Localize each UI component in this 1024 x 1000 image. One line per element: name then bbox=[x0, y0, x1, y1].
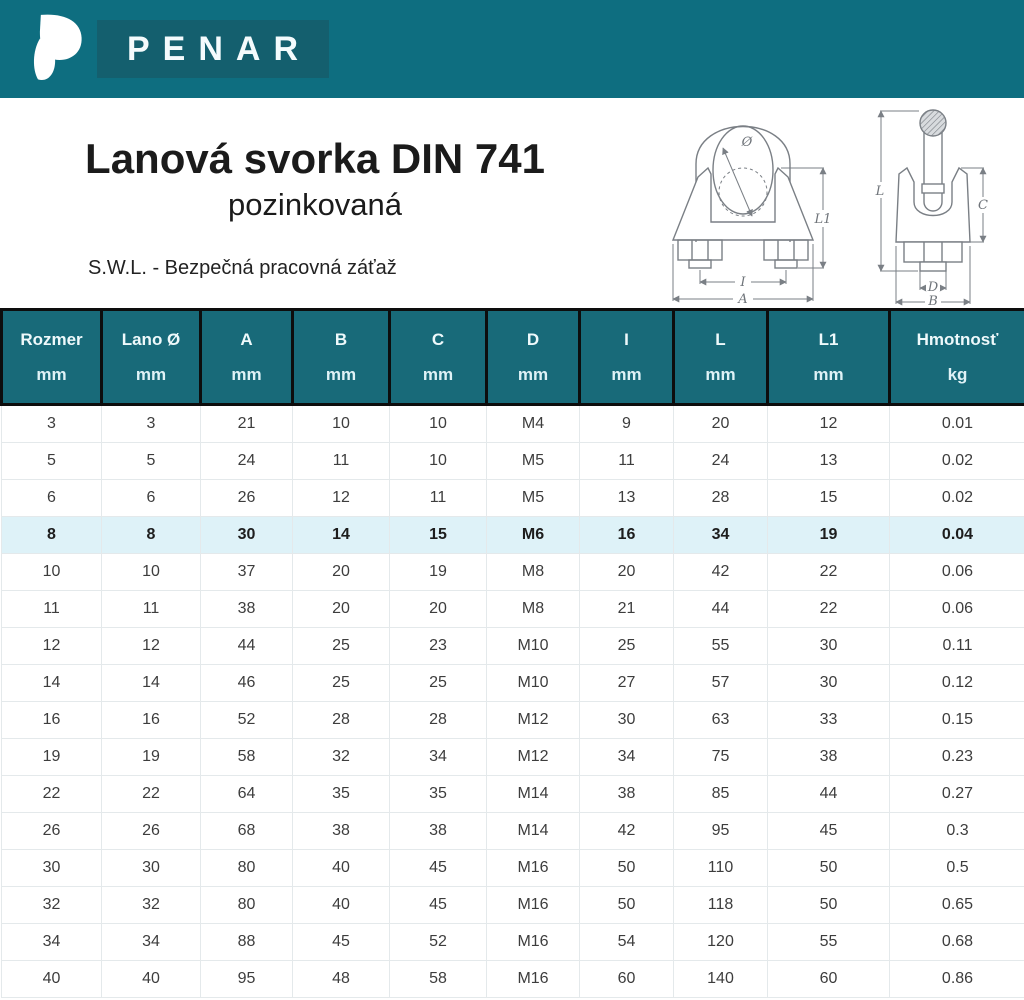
table-cell: M12 bbox=[487, 702, 580, 739]
table-cell: 58 bbox=[390, 961, 487, 998]
table-cell: M16 bbox=[487, 924, 580, 961]
table-cell: 3 bbox=[102, 405, 201, 443]
table-cell: 16 bbox=[580, 517, 674, 554]
table-cell: 44 bbox=[768, 776, 890, 813]
table-cell: 0.04 bbox=[890, 517, 1024, 554]
table-row bbox=[2, 405, 1024, 443]
table-cell: 32 bbox=[293, 739, 390, 776]
table-cell: 8 bbox=[2, 517, 102, 554]
table-cell: 34 bbox=[390, 739, 487, 776]
table-cell: 40 bbox=[293, 887, 390, 924]
table-cell: 40 bbox=[293, 850, 390, 887]
table-cell: M16 bbox=[487, 850, 580, 887]
table-cell: 35 bbox=[293, 776, 390, 813]
table-cell: M6 bbox=[487, 517, 580, 554]
table-cell: 20 bbox=[674, 405, 768, 443]
table-cell: 42 bbox=[580, 813, 674, 850]
table-cell: 38 bbox=[580, 776, 674, 813]
table-cell: 19 bbox=[768, 517, 890, 554]
table-cell: 25 bbox=[580, 628, 674, 665]
table-cell: 25 bbox=[293, 665, 390, 702]
table-cell: 10 bbox=[102, 554, 201, 591]
table-cell: 11 bbox=[2, 591, 102, 628]
table-cell: M14 bbox=[487, 813, 580, 850]
brand-name: PENAR bbox=[127, 30, 312, 68]
table-cell: 34 bbox=[674, 517, 768, 554]
table-row bbox=[2, 850, 1024, 887]
table-cell: M14 bbox=[487, 776, 580, 813]
table-cell: 26 bbox=[2, 813, 102, 850]
column-header-b: B mm bbox=[293, 310, 390, 405]
table-cell: 42 bbox=[674, 554, 768, 591]
table-cell: 140 bbox=[674, 961, 768, 998]
table-cell: 21 bbox=[580, 591, 674, 628]
table-row bbox=[2, 776, 1024, 813]
dim-label-b: B bbox=[928, 294, 938, 306]
column-header-hmotnos: Hmotnosť kg bbox=[890, 310, 1024, 405]
table-cell: M8 bbox=[487, 591, 580, 628]
table-cell: 95 bbox=[201, 961, 293, 998]
table-cell: 46 bbox=[201, 665, 293, 702]
dim-label-l1: L1 bbox=[814, 212, 832, 227]
table-cell: 11 bbox=[390, 480, 487, 517]
table-cell: 3 bbox=[2, 405, 102, 443]
table-cell: 95 bbox=[674, 813, 768, 850]
table-cell: 52 bbox=[390, 924, 487, 961]
table-row bbox=[2, 813, 1024, 850]
table-cell: 11 bbox=[102, 591, 201, 628]
table-cell: 0.86 bbox=[890, 961, 1024, 998]
table-cell: 118 bbox=[674, 887, 768, 924]
table-row bbox=[2, 739, 1024, 776]
dim-label-i: I bbox=[740, 275, 746, 290]
table-cell: 45 bbox=[390, 887, 487, 924]
table-cell: 30 bbox=[201, 517, 293, 554]
table-cell: 0.27 bbox=[890, 776, 1024, 813]
table-cell: 10 bbox=[390, 405, 487, 443]
table-cell: 20 bbox=[293, 591, 390, 628]
table-cell: 9 bbox=[580, 405, 674, 443]
table-cell: 16 bbox=[102, 702, 201, 739]
table-cell: 50 bbox=[580, 850, 674, 887]
table-cell: M10 bbox=[487, 665, 580, 702]
swl-note: S.W.L. - Bezpečná pracovná záťaž bbox=[88, 257, 397, 280]
table-cell: 80 bbox=[201, 850, 293, 887]
table-cell: 0.15 bbox=[890, 702, 1024, 739]
dim-label-diameter: Ø bbox=[741, 135, 753, 150]
table-cell: M16 bbox=[487, 961, 580, 998]
table-header-row bbox=[2, 310, 1024, 405]
table-cell: 23 bbox=[390, 628, 487, 665]
table-header bbox=[2, 310, 1024, 405]
table-cell: 25 bbox=[390, 665, 487, 702]
table-cell: 0.12 bbox=[890, 665, 1024, 702]
table-cell: 14 bbox=[293, 517, 390, 554]
table-cell: 25 bbox=[293, 628, 390, 665]
table-row bbox=[2, 665, 1024, 702]
table-cell: 0.65 bbox=[890, 887, 1024, 924]
table-cell: 0.02 bbox=[890, 443, 1024, 480]
table-cell: 58 bbox=[201, 739, 293, 776]
dim-label-d: D bbox=[927, 280, 939, 295]
table-cell: 45 bbox=[293, 924, 390, 961]
table-cell: 6 bbox=[2, 480, 102, 517]
table-cell: 5 bbox=[102, 443, 201, 480]
table-cell: 22 bbox=[768, 554, 890, 591]
table-row bbox=[2, 702, 1024, 739]
table-cell: 38 bbox=[768, 739, 890, 776]
table-cell: 13 bbox=[768, 443, 890, 480]
table-cell: 50 bbox=[768, 887, 890, 924]
table-row bbox=[2, 961, 1024, 998]
table-cell: 44 bbox=[201, 628, 293, 665]
table-cell: 33 bbox=[768, 702, 890, 739]
table-cell: 19 bbox=[2, 739, 102, 776]
table-cell: 0.06 bbox=[890, 554, 1024, 591]
table-row bbox=[2, 443, 1024, 480]
table-cell: 0.06 bbox=[890, 591, 1024, 628]
table-cell: M5 bbox=[487, 480, 580, 517]
table-row bbox=[2, 480, 1024, 517]
table-row bbox=[2, 628, 1024, 665]
table-cell: 60 bbox=[768, 961, 890, 998]
table-cell: 55 bbox=[674, 628, 768, 665]
table-cell: 5 bbox=[2, 443, 102, 480]
table-row bbox=[2, 517, 1024, 554]
column-header-rozmer: Rozmer mm bbox=[2, 310, 102, 405]
table-cell: M12 bbox=[487, 739, 580, 776]
table-cell: 22 bbox=[2, 776, 102, 813]
column-header-l: L mm bbox=[674, 310, 768, 405]
table-cell: 11 bbox=[293, 443, 390, 480]
table-cell: 22 bbox=[102, 776, 201, 813]
table-cell: M16 bbox=[487, 887, 580, 924]
table-cell: 21 bbox=[201, 405, 293, 443]
dimensions-table bbox=[0, 308, 1024, 998]
table-cell: 12 bbox=[293, 480, 390, 517]
table-cell: 52 bbox=[201, 702, 293, 739]
table-cell: 22 bbox=[768, 591, 890, 628]
table-cell: 24 bbox=[201, 443, 293, 480]
table-cell: 40 bbox=[2, 961, 102, 998]
column-header-i: I mm bbox=[580, 310, 674, 405]
table-cell: 0.02 bbox=[890, 480, 1024, 517]
table-cell: M5 bbox=[487, 443, 580, 480]
table-body bbox=[2, 405, 1024, 998]
table-cell: 8 bbox=[102, 517, 201, 554]
brand-name-box bbox=[97, 20, 329, 78]
table-cell: 50 bbox=[580, 887, 674, 924]
table-cell: 48 bbox=[293, 961, 390, 998]
table-cell: 120 bbox=[674, 924, 768, 961]
table-cell: 110 bbox=[674, 850, 768, 887]
table-cell: 68 bbox=[201, 813, 293, 850]
table-cell: 19 bbox=[390, 554, 487, 591]
penar-leaf-icon bbox=[27, 13, 85, 85]
table-cell: 11 bbox=[580, 443, 674, 480]
table-cell: 60 bbox=[580, 961, 674, 998]
technical-drawing bbox=[648, 102, 1022, 306]
table-cell: 27 bbox=[580, 665, 674, 702]
table-cell: 15 bbox=[390, 517, 487, 554]
table-row bbox=[2, 554, 1024, 591]
table-cell: 35 bbox=[390, 776, 487, 813]
dim-label-c: C bbox=[978, 198, 988, 213]
table-row bbox=[2, 591, 1024, 628]
clip-side-view bbox=[896, 110, 970, 271]
table-cell: 34 bbox=[2, 924, 102, 961]
table-cell: 20 bbox=[293, 554, 390, 591]
table-cell: 0.5 bbox=[890, 850, 1024, 887]
table-cell: 34 bbox=[102, 924, 201, 961]
table-cell: 37 bbox=[201, 554, 293, 591]
table-cell: 6 bbox=[102, 480, 201, 517]
table-row bbox=[2, 887, 1024, 924]
wire-rope-clip-drawing-icon bbox=[648, 102, 1022, 306]
column-header-a: A mm bbox=[201, 310, 293, 405]
table-cell: 12 bbox=[102, 628, 201, 665]
table-cell: 24 bbox=[674, 443, 768, 480]
table-cell: 44 bbox=[674, 591, 768, 628]
table-cell: 55 bbox=[768, 924, 890, 961]
table-cell: 0.68 bbox=[890, 924, 1024, 961]
table-cell: 10 bbox=[390, 443, 487, 480]
table-cell: 0.11 bbox=[890, 628, 1024, 665]
table-cell: 0.3 bbox=[890, 813, 1024, 850]
dim-label-a: A bbox=[738, 292, 748, 306]
table-cell: 30 bbox=[2, 850, 102, 887]
table-cell: 45 bbox=[390, 850, 487, 887]
table-cell: 54 bbox=[580, 924, 674, 961]
table-cell: 32 bbox=[2, 887, 102, 924]
table-cell: 88 bbox=[201, 924, 293, 961]
table-cell: 28 bbox=[674, 480, 768, 517]
table-cell: 16 bbox=[2, 702, 102, 739]
penar-logo bbox=[27, 13, 85, 85]
table-cell: 64 bbox=[201, 776, 293, 813]
table-cell: 63 bbox=[674, 702, 768, 739]
table-cell: M4 bbox=[487, 405, 580, 443]
table-cell: 26 bbox=[201, 480, 293, 517]
table-cell: 28 bbox=[390, 702, 487, 739]
brand-header bbox=[0, 0, 1024, 98]
column-header-l1: L1 mm bbox=[768, 310, 890, 405]
table-cell: 14 bbox=[102, 665, 201, 702]
table-cell: 15 bbox=[768, 480, 890, 517]
table-cell: 30 bbox=[768, 665, 890, 702]
column-header-d: D mm bbox=[487, 310, 580, 405]
table-cell: 0.23 bbox=[890, 739, 1024, 776]
table-cell: 30 bbox=[768, 628, 890, 665]
table-cell: 28 bbox=[293, 702, 390, 739]
table-cell: 13 bbox=[580, 480, 674, 517]
table-cell: 30 bbox=[580, 702, 674, 739]
column-header-lano: Lano Ø mm bbox=[102, 310, 201, 405]
table-cell: 20 bbox=[390, 591, 487, 628]
table-cell: 10 bbox=[2, 554, 102, 591]
table-cell: 19 bbox=[102, 739, 201, 776]
table-cell: M8 bbox=[487, 554, 580, 591]
table-cell: 12 bbox=[2, 628, 102, 665]
table-cell: 32 bbox=[102, 887, 201, 924]
dim-label-l: L bbox=[875, 184, 885, 199]
page-subtitle: pozinkovaná bbox=[227, 187, 403, 223]
table-cell: 0.01 bbox=[890, 405, 1024, 443]
table-cell: 10 bbox=[293, 405, 390, 443]
table-cell: 38 bbox=[293, 813, 390, 850]
table-cell: 75 bbox=[674, 739, 768, 776]
table-cell: 85 bbox=[674, 776, 768, 813]
table-cell: 34 bbox=[580, 739, 674, 776]
table-cell: 14 bbox=[2, 665, 102, 702]
table-cell: 38 bbox=[201, 591, 293, 628]
table-cell: 38 bbox=[390, 813, 487, 850]
table-cell: 50 bbox=[768, 850, 890, 887]
table-cell: 45 bbox=[768, 813, 890, 850]
table-cell: 40 bbox=[102, 961, 201, 998]
table-cell: 26 bbox=[102, 813, 201, 850]
page-title: Lanová svorka DIN 741 bbox=[85, 135, 545, 182]
table-cell: M10 bbox=[487, 628, 580, 665]
table-cell: 30 bbox=[102, 850, 201, 887]
intro-section bbox=[0, 98, 630, 280]
table-cell: 57 bbox=[674, 665, 768, 702]
table-cell: 20 bbox=[580, 554, 674, 591]
table-row bbox=[2, 924, 1024, 961]
column-header-c: C mm bbox=[390, 310, 487, 405]
table-cell: 80 bbox=[201, 887, 293, 924]
table-cell: 12 bbox=[768, 405, 890, 443]
